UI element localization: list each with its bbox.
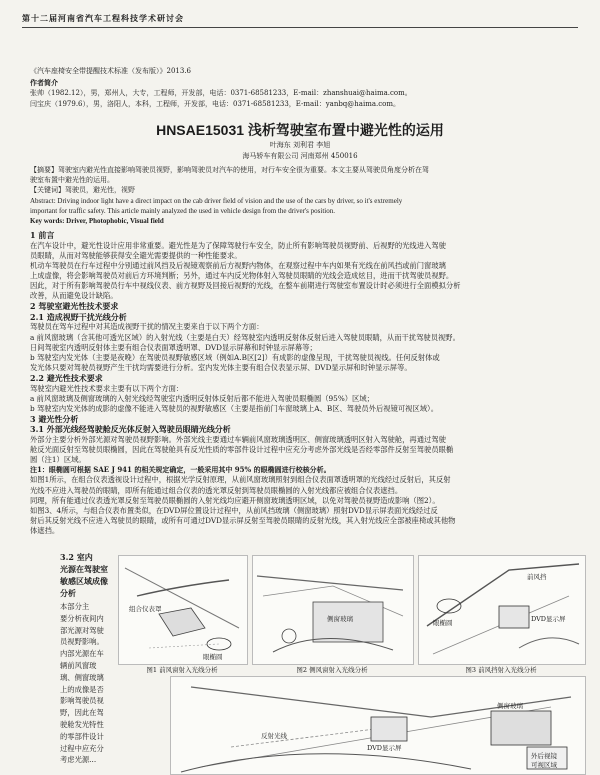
section-heading: 3.1 外部光线经驾驶舱反光体反射入驾驶员眼睛光线分析	[30, 424, 231, 435]
paragraph-line: 发光体只要对驾驶员视野产生干扰均需要进行分析。室内发光体主要有组合仪表显示屏、DVD显示屏和时钟显示屏等。	[30, 362, 412, 372]
author-bio: 张帅（1982.12），男，郑州人，大专，工程师，开发部，电话：0371-68581233，E-mail：zhanshuai@haima.com。	[30, 89, 412, 97]
paragraph-line: a 前风窗玻璃及侧窗玻璃的入射光线经驾驶室内透明反射体反射后都不能进入驾驶员眼椭圆（95%）区域；	[30, 393, 374, 403]
section-heading: 2 驾驶室避光性技术要求	[30, 301, 119, 312]
footnote: 注1：眼椭圆可根据 SAE J 941 的相关规定确定，一般采用其中 95% 的眼椭圆进行校核分析。	[30, 465, 331, 475]
paragraph-line: b 驾驶室内发光体的成影的虚像不能进入驾驶员的视野敏感区（主要是指前门车窗玻璃上A、B区、驾驶员外后视镜可视区域）。	[30, 403, 438, 413]
keywords-en: Key words: Driver, Photophobic, Visual field	[30, 217, 164, 225]
figure-label: DVD显示屏	[367, 744, 402, 752]
paragraph-line: 如图1所示，在组合仪表透视设计过程中，根据光学反射原理，从前风窗玻璃照射到组合仪表面罩透明罩的光线经过反射后，其反射	[30, 475, 451, 485]
paper-affiliation: 海马轿车有限公司 河南郑州 450016	[242, 152, 358, 160]
paragraph-line: 上的成像是否	[60, 684, 104, 694]
paragraph-line: b 驾驶室内发光体（主要是夜晚）在驾驶员视野敏感区域（例如A.B区[2]）有成影的虚像呈现，干扰驾驶员视线。任何反射体或	[30, 352, 440, 362]
paragraph-line: 射后其反射光线不应进入驾驶员的眼睛，或所有可通过DVD显示屏反射至驾驶员眼睛的反射光线，其入射光线应全部被座椅或其他物	[30, 515, 456, 525]
paragraph-line: 员眼睛，从而对驾驶能够获得安全避光需要提供的一种性能要求。	[30, 250, 242, 260]
paragraph-line: 辆前风窗玻	[60, 661, 97, 670]
figure-2	[252, 555, 414, 665]
paper-title: HNSAE15031 浅析驾驶室布置中避光性的运用	[156, 122, 444, 138]
paragraph-line: 圆（注1）区域。	[30, 455, 86, 465]
paragraph-line: 过程中应充分	[60, 743, 104, 753]
figure-label: 前风挡	[527, 573, 547, 581]
reference-item: 《汽车座椅安全带提醒技术标准（发布版）》2013.6	[30, 67, 191, 75]
roof-line	[257, 576, 403, 590]
paragraph-line: 内部光源在车	[60, 649, 104, 659]
figure-label: 可视区域	[531, 761, 557, 769]
abstract-cn-line: 驶室布置中避光性的运用。	[30, 176, 114, 184]
paragraph-line: 机动车驾驶员在行车过程中分别通过前风挡及后视镜观察前后方视野内物体，在观察过程中车内如果有光线在前风挡或前门窗玻璃	[30, 260, 446, 270]
console-line	[519, 638, 579, 648]
side-window-shape	[491, 711, 551, 745]
section-heading: 光源在驾驶室	[60, 564, 108, 574]
paper-authors: 叶海东 刘利君 李旭	[269, 141, 331, 149]
paragraph-line: 本部分主	[60, 602, 90, 611]
running-header: 第十二届河南省汽车工程科技学术研讨会	[22, 13, 184, 23]
paragraph-line: 野，因此在驾	[60, 708, 104, 718]
paragraph-line: 体遮挡。	[30, 525, 60, 535]
section-heading: 2.2 避光性技术要求	[30, 372, 103, 383]
figure-1-caption: 图1 前风窗射入光线分析	[146, 666, 218, 674]
figure-label: 眼椭圆	[203, 653, 223, 661]
figure-3-caption: 图3 前风挡射入光线分析	[465, 666, 537, 674]
instrument-cluster-shape	[159, 608, 205, 636]
paragraph-line: 因此，对于所有影响驾驶员行车中视线仪表、前方视野及回接后视野的光线，在整车前期进行驾驶室布置设计时必须进行全面模拟分析	[30, 281, 461, 290]
figure-2-caption: 图2 侧风窗射入光线分析	[296, 666, 368, 674]
paragraph-line: 的零部件设计	[60, 731, 104, 741]
figure-label: 眼椭圆	[433, 619, 453, 627]
paragraph-line: 在汽车设计中，避光性设计应用非常重要。避光性是为了保障驾驶行车安全，防止所有影响驾驶员视野前、后视野的光线进入驾驶	[30, 240, 446, 250]
figure-label: 反射光线	[261, 732, 287, 740]
paragraph-line: 要分析夜间内	[60, 613, 104, 623]
dvd-screen-shape	[499, 606, 529, 628]
figure-label: 外后视镜	[531, 752, 557, 760]
steering-wheel-shape	[282, 629, 296, 643]
paragraph-line: 驾驶室内避光性技术要求主要有以下两个方面：	[30, 383, 184, 393]
abstract-en-line: Abstract: Driving indoor light have a direct impact on the cab driver field of vision and the use of the cars by driver, so it's extremely	[30, 197, 403, 205]
paragraph-line: 外部分主要分析外部光源对驾驶员视野影响。外部光线主要通过车辆前风窗玻璃透明区、侧窗玻璃透明区射入驾驶舱，再通过驾驶	[30, 435, 446, 444]
figure-1	[118, 555, 248, 665]
section-heading: 敏感区域成像	[60, 576, 108, 586]
paragraph-line: 光线不应进入驾驶员的眼睛，即所有能通过组合仪表的透光罩反射到驾驶员眼椭圆的入射光线都应被组合仪表遮挡。	[30, 485, 403, 495]
paragraph-line: 同理，所有能通过仪表透光罩反射至驾驶员眼椭圆的入射光线均应避开侧窗玻璃透明区域，以免对驾驶员视野造成影响（图2）。	[30, 495, 440, 505]
paragraph-line: 部光源对驾驶	[60, 625, 104, 635]
section-heading: 分析	[60, 588, 76, 598]
section-heading: 3.2 室内	[60, 552, 93, 562]
section-heading: 2.1 造成视野干扰光线分析	[30, 311, 127, 322]
figure-3	[418, 555, 586, 665]
paragraph-line: 上成虚像，将会影响驾驶员对前后方环境判断；另外，通过车内反光物体射入驾驶员眼睛的光线会造成炫目，进而干扰驾驶员视野。	[30, 270, 454, 280]
figure-4	[170, 676, 586, 775]
paragraph-line: 影响驾驶员视	[60, 696, 104, 706]
paragraph-line: 改善，从而避免设计缺陷。	[30, 291, 118, 301]
keywords-cn: 【关键词】驾驶员，避光性，视野	[30, 186, 135, 194]
paragraph-line: 驾驶员在驾车过程中对其造成视野干扰的情况主要来自于以下两个方面：	[30, 322, 264, 332]
section-heading: 1 前言	[30, 230, 55, 240]
paragraph-line: 如图3、4所示，与组合仪表布置类似，在DVD屏位置设计过程中，从前风挡玻璃（侧窗玻璃）照射DVD显示屏表面光线经过反	[30, 505, 438, 515]
paragraph-line: 考虑光源...	[60, 755, 97, 765]
figure-label: 侧窗玻璃	[327, 615, 353, 623]
paragraph-line: 璃、侧窗玻璃	[60, 672, 104, 682]
header-rule	[22, 27, 578, 28]
paragraph-line: 员视野影响。	[60, 637, 104, 647]
abstract-en-line: important for traffic safety. This article mainly analyzed the used in vehicle design from the driver's position.	[30, 207, 335, 215]
paragraph-line: 驶舱发光特性	[60, 720, 104, 729]
author-bio: 闫宝庆（1979.6），男，洛阳人，本科，工程师，开发部，电话：0371-68581233，E-mail：yanbq@haima.com。	[30, 100, 401, 108]
abstract-cn-line: 【摘要】驾驶室内避光性直接影响驾驶员视野，影响驾驶员对汽车的使用，对行车安全很为重要。本文主要从驾驶员角度分析在驾	[30, 166, 429, 174]
figure-label: 组合仪表罩	[129, 605, 162, 613]
paragraph-line: a 前风窗玻璃（含其他可透光区域）的入射光线（主要是白天）经驾驶室内透明反射体反射后进入驾驶员眼睛，从而干扰驾驶员视野。	[30, 332, 460, 342]
figure-label: DVD显示屏	[531, 615, 566, 623]
author-bio-heading: 作者简介	[30, 78, 58, 87]
windshield-line	[137, 580, 229, 596]
figure-label: 侧窗玻璃	[497, 702, 523, 710]
section-heading: 3 避光性分析	[30, 413, 79, 424]
dvd-screen-shape	[371, 717, 407, 741]
paragraph-line: 日间驾驶室内透明反射体主要有组合仪表面罩透明罩、DVD显示屏幕和时钟显示屏幕等；	[30, 342, 317, 352]
paragraph-line: 舱反光面反射至驾驶员眼椭圆，因此在驾驶舱具有反光性质的零部件设计过程中应充分考虑外部光线是否经零部件反射至驾驶员眼椭	[30, 445, 454, 455]
